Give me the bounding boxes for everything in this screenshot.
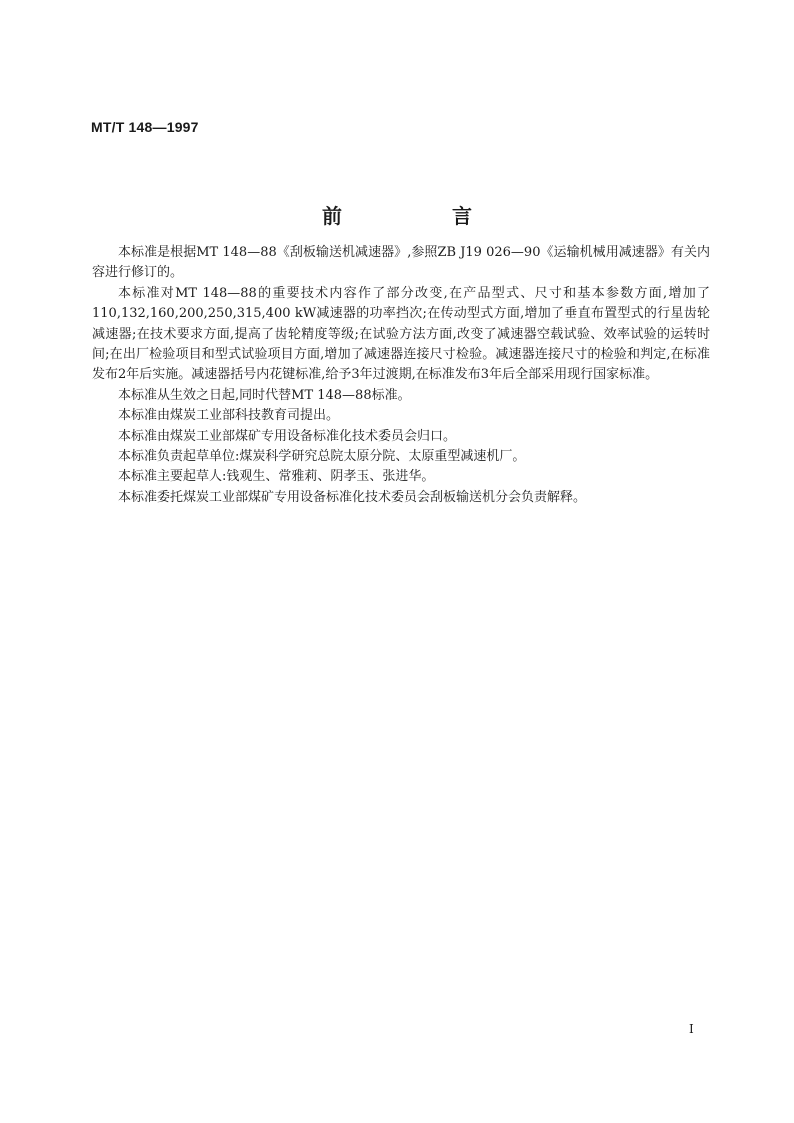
paragraph-changes: 本标准对MT 148—88的重要技术内容作了部分改变,在产品型式、尺寸和基本参数方面,增加了110,132,160,200,250,315,400 kW减速器的功率挡次;在传动型式方面,增加了垂直布置型式的行星齿轮减速器;在技术要求方面,提高了齿轮精度等级;在试验方法方面,改变了减速器空载试验、效率试验的运转时间;在出厂检验项目和型式试验项目方面,增加了减速器连接尺寸检验。减速器连接尺寸的检验和判定,在标准发布2年后实施。减速器括号内花键标准,给予3年过渡期,在标准发布3年后全部采用现行国家标准。 (92, 285, 710, 383)
paragraph-drafting-units: 本标准负责起草单位:煤炭科学研究总院太原分院、太原重型减速机厂。 (118, 449, 526, 465)
body-text (92, 243, 710, 508)
standard-code: MT/T 148—1997 (91, 119, 199, 135)
page-number: I (689, 1022, 694, 1036)
paragraph-proposed-by: 本标准由煤炭工业部科技教育司提出。 (118, 408, 340, 424)
paragraph-centralized-by: 本标准由煤炭工业部煤矿专用设备标准化技术委员会归口。 (118, 428, 457, 444)
paragraph-supersedes: 本标准从生效之日起,同时代替MT 148—88标准。 (118, 387, 411, 403)
paragraph-basis: 本标准是根据MT 148—88《刮板输送机减速器》,参照ZB J19 026—90《运输机械用减速器》有关内容进行修订的。 (92, 245, 710, 281)
page-title: 前 言 (322, 204, 517, 228)
paragraph-interpretation: 本标准委托煤炭工业部煤矿专用设备标准化技术委员会刮板输送机分会负责解释。 (118, 489, 587, 505)
paragraph-drafters: 本标准主要起草人:钱观生、常雅莉、阴孝玉、张进华。 (118, 469, 435, 485)
